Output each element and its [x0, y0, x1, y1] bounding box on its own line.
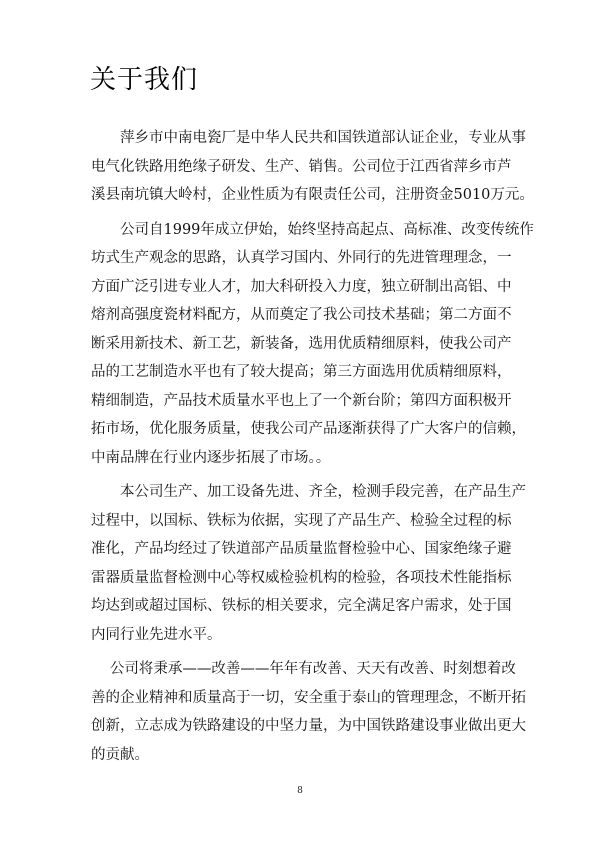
text-line: 萍乡市中南电瓷厂是中华人民共和国铁道部认证企业，专业从事: [120, 130, 526, 146]
text-line: 均达到或超过国标、铁标的相关要求，完全满足客户需求，处于国: [91, 598, 512, 614]
text-line: 电气化铁路用绝缘子研发、生产、销售。公司位于江西省萍乡市芦: [91, 158, 512, 175]
text-line: 精细制造，产品技术质量水平也上了一个新台阶；第四方面积极开: [91, 392, 512, 409]
text-line: 方面广泛引进专业人才，加大科研投入力度，独立研制出高铝、中: [91, 278, 512, 295]
text-line: 熔剂高强度瓷材料配方，从而奠定了我公司技术基础；第二方面不: [91, 307, 512, 323]
text-line: 坊式生产观念的思路，认真学习国内、外同行的先进管理理念，一: [91, 250, 512, 266]
text-line: 中南品牌在行业内逐步拓展了市场。。: [91, 449, 331, 466]
body-text: [91, 124, 534, 775]
paragraph-mission: [91, 655, 526, 769]
text-line: 拓市场，优化服务质量，使我公司产品逐渐获得了广大客户的信赖，: [91, 421, 526, 437]
text-line: 本公司生产、加工设备先进、齐全，检测手段完善，在产品生产: [120, 484, 526, 500]
text-line: 断采用新技术、新工艺，新装备，选用优质精细原料，使我公司产: [91, 335, 512, 352]
text-line: 善的企业精神和质量高于一切，安全重于泰山的管理理念，不断开拓: [91, 689, 526, 706]
text-line: 溪县南坑镇大岭村，企业性质为有限责任公司，注册资金5010万元。: [91, 187, 534, 203]
text-line: 雷器质量监督检测中心等权威检验机构的检验，各项技术性能指标: [91, 569, 512, 586]
text-line: 品的工艺制造水平也有了较大提高；第三方面选用优质精细原料，: [91, 364, 512, 380]
paragraph-intro: [91, 124, 534, 210]
text-line: 公司将秉承——改善——年年有改善、天天有改善、时刻想着改: [109, 661, 516, 677]
text-line: 准化，产品均经过了铁道部产品质量监督检验中心、国家绝缘子避: [91, 541, 512, 557]
page-number: 8: [297, 786, 303, 796]
paragraph-history: [91, 216, 534, 473]
page-title: 关于我们: [90, 65, 199, 95]
paragraph-quality: [91, 478, 526, 649]
text-line: 公司自1999年成立伊始，始终坚持高起点、高标准、改变传统作: [120, 221, 534, 238]
text-line: 内同行业先进水平。: [91, 626, 222, 643]
text-line: 过程中，以国标、铁标为依据，实现了产品生产、检验全过程的标: [91, 512, 512, 529]
text-line: 创新，立志成为铁路建设的中坚力量，为中国铁路建设事业做出更大: [91, 718, 526, 734]
text-line: 的贡献。: [91, 746, 149, 763]
